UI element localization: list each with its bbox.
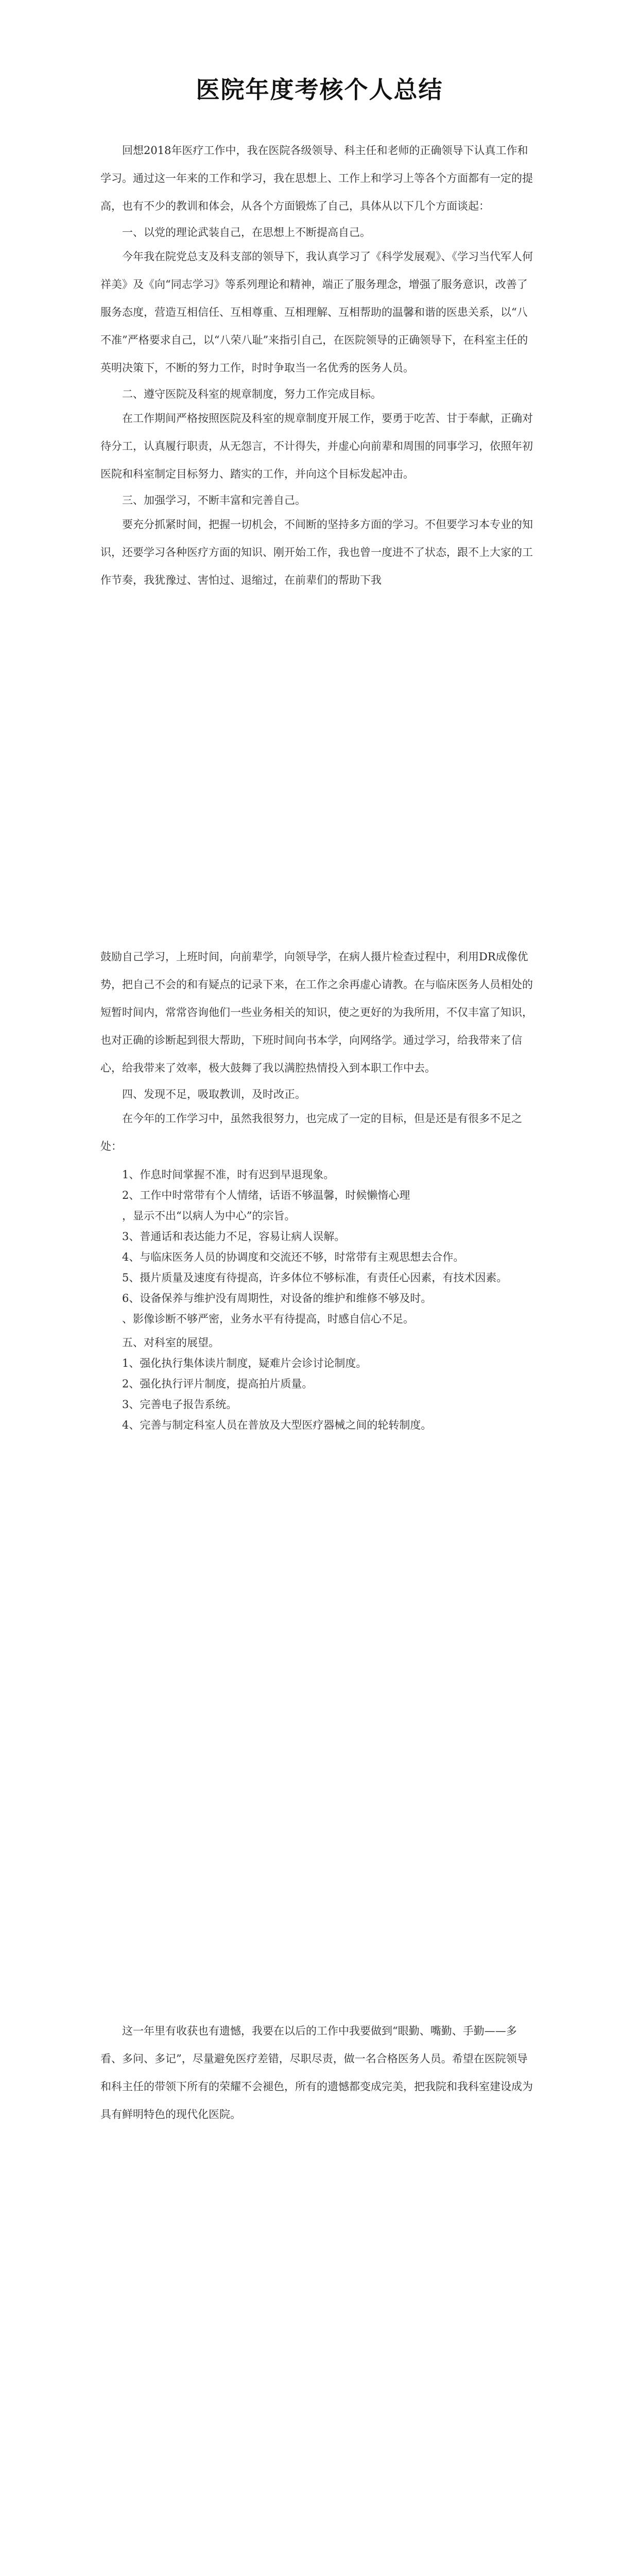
list-item: 2、强化执行评片制度，提高拍片质量。 [122,1378,313,1390]
section-2-paragraph: 在工作期间严格按照医院及科室的规章制度开展工作，要勇于吃苦、甘于奉献，正确对待分工，认真履行职责，从无怨言，不计得失，并虚心向前辈和周围的同事学习，依照年初医院和科室制定目标努力、踏实的工作，并向这个目标发起冲击。 [100,412,533,480]
continued-section [100,943,537,1435]
list-item: 4、与临床医务人员的协调度和交流还不够，时常带有主观思想去合作。 [122,1251,464,1263]
section-1-paragraph: 今年我在院党总支及科支部的领导下，我认真学习了《科学发展观》、《学习当代军人何祥美》及《向“同志学习》等系列理论和精神，端正了服务理念，增强了服务意识，改善了服务态度，营造互相信任、互相尊重、互相理解、互相帮助的温馨和谐的医患关系，以“八不准”严格要求自己，以“八荣八耻”来指引自己，在医院领导的正确领导下，在科室主任的英明决策下，不断的努力工作，时时争取当一名优秀的医务人员。 [100,250,533,374]
list-item: ，显示不出“以病人为中心”的宗旨。 [122,1210,296,1222]
shortcomings-list [100,1164,537,1329]
section-heading-3: 三、加强学习，不断丰富和完善自己。 [122,494,306,506]
intro-section [100,137,537,594]
closing-section [100,2017,537,2128]
intro-paragraph: 回想2018年医疗工作中，我在医院各级领导、科主任和老师的正确领导下认真工作和学习。通过这一年来的工作和学习，我在思想上、工作上和学习上等各个方面都有一定的提高，也有不少的教训和体会，从各个方面锻炼了自己，具体从以下几个方面谈起： [100,144,533,212]
list-item: 2、工作中时常带有个人情绪，话语不够温馨，时候懒惰心理 [122,1189,410,1201]
closing-paragraph: 这一年里有收获也有遗憾，我要在以后的工作中我要做到“眼勤、嘴勤、手勤——多看、多问、多记”，尽量避免医疗差错，尽职尽责，做一名合格医务人员。希望在医院领导和科主任的带领下所有的荣耀不会褪色，所有的遗憾都变成完美，把我院和我科室建设成为具有鲜明特色的现代化医院。 [100,2025,533,2121]
list-item: 5、摄片质量及速度有待提高，许多体位不够标准，有责任心因素，有技术因素。 [122,1272,508,1284]
list-item: 6、设备保养与维护没有周期性，对设备的维护和维修不够及时。 [122,1292,432,1304]
section-heading-2: 二、遵守医院及科室的规章制度，努力工作完成目标。 [122,388,382,400]
list-item: 1、强化执行集体读片制度，疑难片会诊讨论制度。 [122,1357,367,1369]
section-heading-4: 四、发现不足，吸取教训，及时改正。 [122,1088,306,1100]
list-item: 3、普通话和表达能力不足，容易让病人误解。 [122,1230,346,1243]
page-title: 医院年度考核个人总结 [196,76,443,104]
list-item: 3、完善电子报告系统。 [122,1398,237,1411]
section-3-paragraph-start: 要充分抓紧时间，把握一切机会，不间断的坚持多方面的学习。不但要学习本专业的知识，还要学习各种医疗方面的知识、刚开始工作，我也曾一度进不了状态，跟不上大家的工作节奏，我犹豫过、害怕过、退缩过，在前辈们的帮助下我 [100,518,533,586]
list-item: 4、完善与制定科室人员在普放及大型医疗器械之间的轮转制度。 [122,1419,432,1431]
section-heading-5: 五、对科室的展望。 [122,1336,219,1349]
outlook-list [100,1353,537,1435]
list-item: 、影像诊断不够严密，业务水平有待提高，时感自信心不足。 [122,1313,414,1325]
section-heading-1: 一、以党的理论武装自己，在思想上不断提高自己。 [122,226,371,239]
list-item: 1、作息时间掌握不准，时有迟到早退现象。 [122,1168,335,1181]
section-3-paragraph-continued: 鼓励自己学习，上班时间，向前辈学，向领导学，在病人摄片检查过程中，利用DR成像优势，把自己不会的和有疑点的记录下来，在工作之余再虚心请教。在与临床医务人员相处的短暂时间内，常常咨询他们一些业务相关的知识，使之更好的为我所用，不仅丰富了知识，也对正确的诊断起到很大帮助，下班时间向书本学，向网络学。通过学习，给我带来了信心，给我带来了效率，极大鼓舞了我以满腔热情投入到本职工作中去。 [100,951,533,1074]
section-4-paragraph: 在今年的工作学习中，虽然我很努力，也完成了一定的目标，但是还是有很多不足之处： [100,1112,522,1153]
